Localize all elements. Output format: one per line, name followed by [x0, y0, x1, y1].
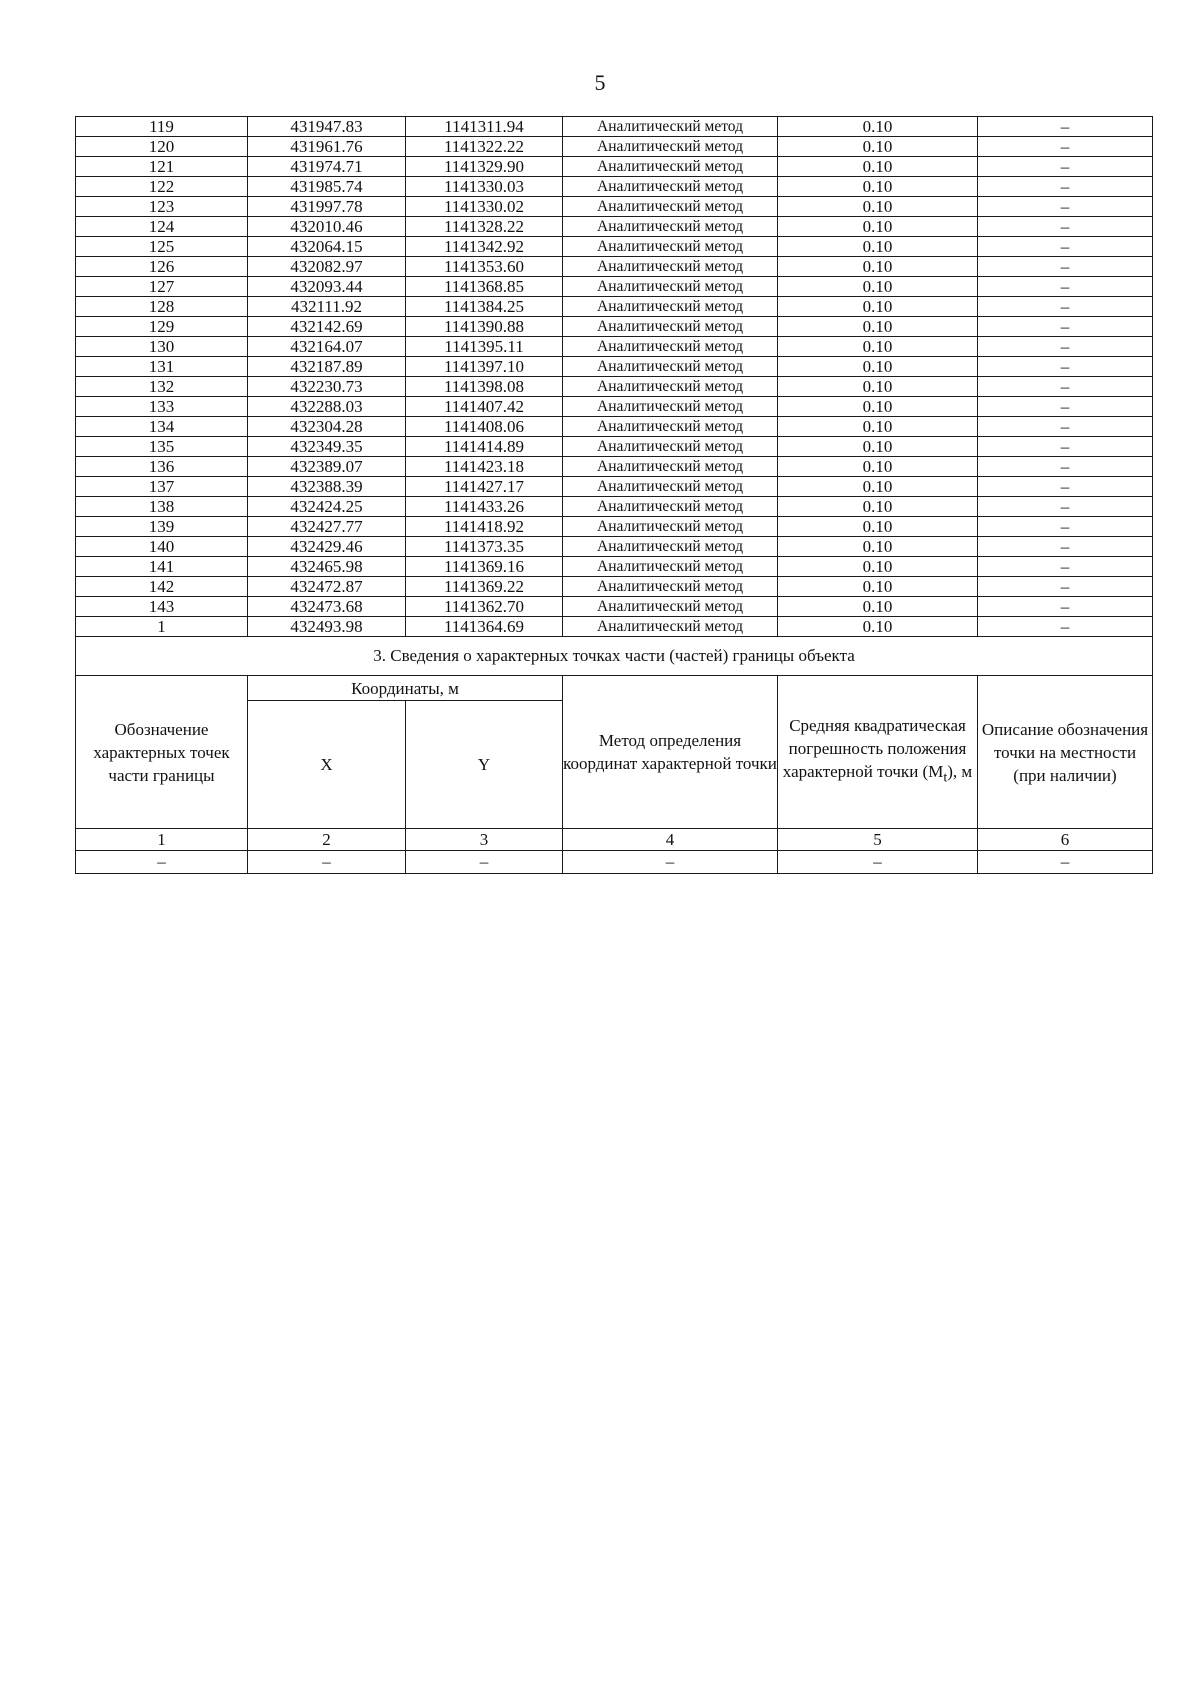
description-cell: –	[978, 417, 1153, 437]
table-row	[76, 497, 1153, 517]
section-3-title: 3. Сведения о характерных точках части (частей) границы объекта	[76, 637, 1153, 676]
table-row	[76, 217, 1153, 237]
method-cell: Аналитический метод	[563, 557, 778, 577]
x-coordinate-cell: 432111.92	[248, 297, 406, 317]
method-cell: Аналитический метод	[563, 197, 778, 217]
point-number-cell: 130	[76, 337, 248, 357]
y-coordinate-cell: 1141369.22	[406, 577, 563, 597]
table-row	[76, 177, 1153, 197]
x-coordinate-cell: 432064.15	[248, 237, 406, 257]
table-row	[76, 117, 1153, 137]
method-cell: Аналитический метод	[563, 337, 778, 357]
point-number-cell: 120	[76, 137, 248, 157]
header-y: Y	[406, 701, 563, 829]
point-number-cell: 134	[76, 417, 248, 437]
method-cell: Аналитический метод	[563, 577, 778, 597]
method-cell: Аналитический метод	[563, 517, 778, 537]
table-row	[76, 397, 1153, 417]
error-cell: 0.10	[778, 437, 978, 457]
page-number: 5	[594, 70, 606, 95]
table-row	[76, 597, 1153, 617]
x-coordinate-cell: 432142.69	[248, 317, 406, 337]
x-coordinate-cell: 432424.25	[248, 497, 406, 517]
error-cell: 0.10	[778, 297, 978, 317]
description-cell: –	[978, 257, 1153, 277]
description-cell: –	[978, 197, 1153, 217]
y-coordinate-cell: 1141329.90	[406, 157, 563, 177]
header-x: X	[248, 701, 406, 829]
error-cell: 0.10	[778, 337, 978, 357]
table-row	[76, 197, 1153, 217]
empty-cell: –	[778, 851, 978, 874]
table-row	[76, 537, 1153, 557]
error-cell: 0.10	[778, 217, 978, 237]
description-cell: –	[978, 357, 1153, 377]
x-coordinate-cell: 432230.73	[248, 377, 406, 397]
x-coordinate-cell: 431947.83	[248, 117, 406, 137]
method-cell: Аналитический метод	[563, 137, 778, 157]
x-coordinate-cell: 432427.77	[248, 517, 406, 537]
y-coordinate-cell: 1141407.42	[406, 397, 563, 417]
method-cell: Аналитический метод	[563, 177, 778, 197]
y-coordinate-cell: 1141433.26	[406, 497, 563, 517]
column-number: 1	[76, 829, 248, 851]
method-cell: Аналитический метод	[563, 477, 778, 497]
y-coordinate-cell: 1141353.60	[406, 257, 563, 277]
point-number-cell: 138	[76, 497, 248, 517]
y-coordinate-cell: 1141395.11	[406, 337, 563, 357]
column-number: 6	[978, 829, 1153, 851]
table-row	[76, 577, 1153, 597]
header-error-subscript: t	[943, 769, 948, 786]
x-coordinate-cell: 432388.39	[248, 477, 406, 497]
description-cell: –	[978, 177, 1153, 197]
y-coordinate-cell: 1141390.88	[406, 317, 563, 337]
section-3-block	[76, 637, 1153, 874]
error-cell: 0.10	[778, 617, 978, 637]
column-number: 2	[248, 829, 406, 851]
method-cell: Аналитический метод	[563, 277, 778, 297]
empty-cell: –	[406, 851, 563, 874]
table-row	[76, 617, 1153, 637]
point-number-cell: 131	[76, 357, 248, 377]
description-cell: –	[978, 537, 1153, 557]
error-cell: 0.10	[778, 577, 978, 597]
y-coordinate-cell: 1141427.17	[406, 477, 563, 497]
y-coordinate-cell: 1141330.03	[406, 177, 563, 197]
description-cell: –	[978, 577, 1153, 597]
error-cell: 0.10	[778, 157, 978, 177]
description-cell: –	[978, 477, 1153, 497]
y-coordinate-cell: 1141397.10	[406, 357, 563, 377]
x-coordinate-cell: 431985.74	[248, 177, 406, 197]
header-designation: Обозначение характерных точек части границы	[76, 676, 248, 829]
method-cell: Аналитический метод	[563, 417, 778, 437]
header-method: Метод определения координат характерной точки	[563, 676, 778, 829]
empty-cell: –	[76, 851, 248, 874]
point-number-cell: 141	[76, 557, 248, 577]
point-number-cell: 143	[76, 597, 248, 617]
description-cell: –	[978, 337, 1153, 357]
x-coordinate-cell: 431961.76	[248, 137, 406, 157]
point-number-cell: 140	[76, 537, 248, 557]
table-row	[76, 257, 1153, 277]
x-coordinate-cell: 432288.03	[248, 397, 406, 417]
description-cell: –	[978, 457, 1153, 477]
method-cell: Аналитический метод	[563, 597, 778, 617]
error-cell: 0.10	[778, 177, 978, 197]
y-coordinate-cell: 1141330.02	[406, 197, 563, 217]
error-cell: 0.10	[778, 117, 978, 137]
point-number-cell: 126	[76, 257, 248, 277]
error-cell: 0.10	[778, 257, 978, 277]
error-cell: 0.10	[778, 277, 978, 297]
column-numbers-row	[76, 829, 1153, 851]
x-coordinate-cell: 432164.07	[248, 337, 406, 357]
point-number-cell: 136	[76, 457, 248, 477]
empty-cell: –	[978, 851, 1153, 874]
point-number-cell: 119	[76, 117, 248, 137]
description-cell: –	[978, 137, 1153, 157]
column-number: 5	[778, 829, 978, 851]
table-row	[76, 357, 1153, 377]
point-number-cell: 122	[76, 177, 248, 197]
description-cell: –	[978, 517, 1153, 537]
header-description: Описание обозначения точки на местности (при наличии)	[978, 676, 1153, 829]
point-number-cell: 1	[76, 617, 248, 637]
section-3-heading-row	[76, 637, 1153, 676]
error-cell: 0.10	[778, 597, 978, 617]
table-row	[76, 137, 1153, 157]
error-cell: 0.10	[778, 377, 978, 397]
error-cell: 0.10	[778, 557, 978, 577]
method-cell: Аналитический метод	[563, 437, 778, 457]
x-coordinate-cell: 432429.46	[248, 537, 406, 557]
y-coordinate-cell: 1141373.35	[406, 537, 563, 557]
empty-cell: –	[563, 851, 778, 874]
x-coordinate-cell: 432082.97	[248, 257, 406, 277]
empty-cell: –	[248, 851, 406, 874]
method-cell: Аналитический метод	[563, 377, 778, 397]
table-row	[76, 457, 1153, 477]
error-cell: 0.10	[778, 477, 978, 497]
method-cell: Аналитический метод	[563, 297, 778, 317]
coordinates-table	[75, 116, 1153, 874]
error-cell: 0.10	[778, 317, 978, 337]
table-row	[76, 297, 1153, 317]
table-row	[76, 237, 1153, 257]
y-coordinate-cell: 1141362.70	[406, 597, 563, 617]
description-cell: –	[978, 497, 1153, 517]
header-row-group	[76, 676, 1153, 701]
header-error	[778, 676, 978, 829]
x-coordinate-cell: 432093.44	[248, 277, 406, 297]
table-row	[76, 277, 1153, 297]
error-cell: 0.10	[778, 357, 978, 377]
x-coordinate-cell: 431974.71	[248, 157, 406, 177]
method-cell: Аналитический метод	[563, 537, 778, 557]
method-cell: Аналитический метод	[563, 317, 778, 337]
y-coordinate-cell: 1141328.22	[406, 217, 563, 237]
y-coordinate-cell: 1141369.16	[406, 557, 563, 577]
table-row	[76, 437, 1153, 457]
description-cell: –	[978, 237, 1153, 257]
column-number: 3	[406, 829, 563, 851]
method-cell: Аналитический метод	[563, 397, 778, 417]
point-number-cell: 121	[76, 157, 248, 177]
point-number-cell: 123	[76, 197, 248, 217]
y-coordinate-cell: 1141418.92	[406, 517, 563, 537]
method-cell: Аналитический метод	[563, 257, 778, 277]
header-error-text: Средняя квадратическая погрешность положения характерной точки (M	[782, 716, 967, 782]
method-cell: Аналитический метод	[563, 157, 778, 177]
column-number: 4	[563, 829, 778, 851]
description-cell: –	[978, 317, 1153, 337]
table-row	[76, 377, 1153, 397]
method-cell: Аналитический метод	[563, 617, 778, 637]
x-coordinate-cell: 431997.78	[248, 197, 406, 217]
error-cell: 0.10	[778, 397, 978, 417]
point-number-cell: 125	[76, 237, 248, 257]
method-cell: Аналитический метод	[563, 357, 778, 377]
y-coordinate-cell: 1141368.85	[406, 277, 563, 297]
x-coordinate-cell: 432187.89	[248, 357, 406, 377]
method-cell: Аналитический метод	[563, 217, 778, 237]
point-number-cell: 135	[76, 437, 248, 457]
error-cell: 0.10	[778, 237, 978, 257]
y-coordinate-cell: 1141423.18	[406, 457, 563, 477]
table-row	[76, 417, 1153, 437]
description-cell: –	[978, 377, 1153, 397]
points-table-body	[76, 117, 1153, 637]
error-cell: 0.10	[778, 537, 978, 557]
method-cell: Аналитический метод	[563, 457, 778, 477]
point-number-cell: 132	[76, 377, 248, 397]
description-cell: –	[978, 117, 1153, 137]
description-cell: –	[978, 617, 1153, 637]
y-coordinate-cell: 1141414.89	[406, 437, 563, 457]
error-cell: 0.10	[778, 197, 978, 217]
point-number-cell: 137	[76, 477, 248, 497]
description-cell: –	[978, 217, 1153, 237]
description-cell: –	[978, 297, 1153, 317]
description-cell: –	[978, 397, 1153, 417]
table-row	[76, 557, 1153, 577]
empty-data-row	[76, 851, 1153, 874]
error-cell: 0.10	[778, 497, 978, 517]
y-coordinate-cell: 1141398.08	[406, 377, 563, 397]
table-row	[76, 477, 1153, 497]
y-coordinate-cell: 1141384.25	[406, 297, 563, 317]
table-row	[76, 337, 1153, 357]
description-cell: –	[978, 437, 1153, 457]
x-coordinate-cell: 432304.28	[248, 417, 406, 437]
description-cell: –	[978, 157, 1153, 177]
x-coordinate-cell: 432349.35	[248, 437, 406, 457]
x-coordinate-cell: 432473.68	[248, 597, 406, 617]
table-row	[76, 157, 1153, 177]
y-coordinate-cell: 1141322.22	[406, 137, 563, 157]
description-cell: –	[978, 277, 1153, 297]
header-error-unit: ), м	[947, 762, 973, 782]
method-cell: Аналитический метод	[563, 237, 778, 257]
point-number-cell: 128	[76, 297, 248, 317]
method-cell: Аналитический метод	[563, 117, 778, 137]
point-number-cell: 139	[76, 517, 248, 537]
point-number-cell: 142	[76, 577, 248, 597]
error-cell: 0.10	[778, 457, 978, 477]
point-number-cell: 129	[76, 317, 248, 337]
point-number-cell: 124	[76, 217, 248, 237]
point-number-cell: 133	[76, 397, 248, 417]
error-cell: 0.10	[778, 137, 978, 157]
x-coordinate-cell: 432493.98	[248, 617, 406, 637]
method-cell: Аналитический метод	[563, 497, 778, 517]
error-cell: 0.10	[778, 417, 978, 437]
x-coordinate-cell: 432010.46	[248, 217, 406, 237]
x-coordinate-cell: 432472.87	[248, 577, 406, 597]
point-number-cell: 127	[76, 277, 248, 297]
header-coordinates: Координаты, м	[248, 676, 563, 701]
table-row	[76, 317, 1153, 337]
y-coordinate-cell: 1141364.69	[406, 617, 563, 637]
x-coordinate-cell: 432389.07	[248, 457, 406, 477]
error-cell: 0.10	[778, 517, 978, 537]
description-cell: –	[978, 557, 1153, 577]
y-coordinate-cell: 1141342.92	[406, 237, 563, 257]
table-row	[76, 517, 1153, 537]
x-coordinate-cell: 432465.98	[248, 557, 406, 577]
y-coordinate-cell: 1141311.94	[406, 117, 563, 137]
description-cell: –	[978, 597, 1153, 617]
y-coordinate-cell: 1141408.06	[406, 417, 563, 437]
